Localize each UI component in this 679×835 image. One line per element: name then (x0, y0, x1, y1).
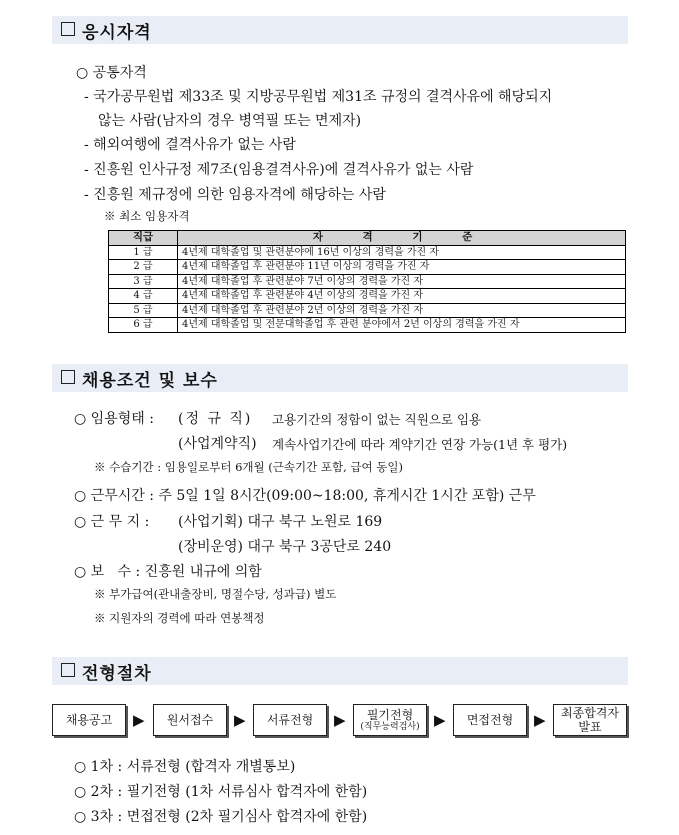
qualification-item: - 국가공무원법 제33조 및 지방공무원법 제31조 규정의 결격사유에 해당되지 (84, 89, 553, 105)
section-header-qualification (52, 16, 628, 44)
table-header-criteria: 자 격 기 준 (178, 231, 626, 246)
grade-qualification-table (108, 230, 626, 333)
arrow-right-icon: ▶ (234, 711, 246, 729)
salary-note: ※ 지원자의 경력에 따라 연봉책정 (94, 611, 265, 625)
qualification-item-cont: 않는 사람(남자의 경우 병역필 또는 면제자) (98, 113, 362, 129)
grade-cell: 3 급 (109, 274, 178, 289)
stage-item: ○ 2차 : 필기전형 (1차 서류심사 합격자에 한함) (74, 784, 368, 800)
criteria-cell: 4년제 대학졸업 후 관련분야 11년 이상의 경력을 가진 자 (178, 260, 626, 275)
flow-step-written (353, 704, 427, 736)
stage-item: ○ 3차 : 면접전형 (2차 필기심사 합격자에 한함) (74, 809, 368, 825)
flow-step-label: 최종합격자 (561, 706, 619, 720)
flow-step-label: 필기전형 (366, 707, 414, 722)
table-row (109, 289, 626, 304)
flow-step-announcement (52, 704, 126, 736)
workplace-label: ○ 근 무 지 : (74, 514, 150, 530)
regular-label: (정 규 직) (178, 411, 253, 427)
arrow-right-icon: ▶ (133, 711, 145, 729)
flow-step-label: 면접전형 (466, 713, 514, 727)
section-title: 응시자격 (82, 23, 152, 43)
table-row (109, 274, 626, 289)
arrow-right-icon: ▶ (534, 711, 546, 729)
work-hours: ○ 근무시간 : 주 5일 1일 8시간(09:00~18:00, 휴게시간 1시간 포함) 근무 (74, 488, 536, 504)
section-header-process (52, 657, 628, 685)
flow-step-document (253, 704, 327, 736)
table-row (109, 318, 626, 333)
criteria-cell: 4년제 대학졸업 및 전문대학졸업 후 관련 분야에서 2년 이상의 경력을 가진 자 (178, 318, 626, 333)
qualification-item: - 해외여행에 결격사유가 없는 사람 (84, 137, 296, 153)
table-header-row (109, 231, 626, 246)
criteria-cell: 4년제 대학졸업 후 관련분야 7년 이상의 경력을 가진 자 (178, 274, 626, 289)
salary: ○ 보 수 : 진흥원 내규에 의함 (74, 564, 262, 580)
flow-step-sublabel: (직무능력검사) (360, 721, 420, 732)
qualification-item: - 진흥원 인사규정 제7조(임용결격사유)에 결격사유가 없는 사람 (84, 162, 474, 178)
flow-step-label: 서류전형 (266, 713, 314, 727)
table-row (109, 260, 626, 275)
common-heading: ○ 공통자격 (76, 65, 147, 81)
section-title: 전형절차 (82, 664, 152, 684)
grade-cell: 5 급 (109, 303, 178, 318)
grade-cell: 4 급 (109, 289, 178, 304)
qualification-item: - 진흥원 제규정에 의한 임용자격에 해당하는 사람 (84, 187, 386, 203)
grade-cell: 1 급 (109, 245, 178, 260)
arrow-right-icon: ▶ (434, 711, 446, 729)
contract-desc: 계속사업기간에 따라 계약기간 연장 가능(1년 후 평가) (272, 437, 568, 452)
flow-step-final (553, 704, 627, 736)
contract-label: (사업계약직) (178, 436, 257, 452)
checkbox-square-icon (61, 22, 75, 36)
criteria-cell: 4년제 대학졸업 후 관련분야 4년 이상의 경력을 가진 자 (178, 289, 626, 304)
grade-cell: 2 급 (109, 260, 178, 275)
stage-item: ○ 1차 : 서류전형 (합격자 개별통보) (74, 759, 296, 775)
flow-step-label: 채용공고 (65, 713, 113, 727)
checkbox-square-icon (61, 663, 75, 677)
section-title: 채용조건 및 보수 (82, 371, 218, 391)
criteria-cell: 4년제 대학졸업 및 관련분야에 16년 이상의 경력을 가진 자 (178, 245, 626, 260)
salary-note: ※ 부가급여(관내출장비, 명절수당, 성과급) 별도 (94, 587, 337, 601)
workplace-1: (사업기획) 대구 북구 노원로 169 (178, 514, 383, 530)
employment-type-label: ○ 임용형태 : (74, 411, 154, 427)
section-header-conditions (52, 364, 628, 392)
min-qualification-note: ※ 최소 임용자격 (104, 209, 190, 223)
flow-step-label: 원서접수 (166, 713, 214, 727)
table-row (109, 303, 626, 318)
flow-step-sublabel: 발표 (578, 720, 602, 734)
arrow-right-icon: ▶ (334, 711, 346, 729)
criteria-cell: 4년제 대학졸업 후 관련분야 2년 이상의 경력을 가진 자 (178, 303, 626, 318)
table-row (109, 245, 626, 260)
workplace-2: (장비운영) 대구 북구 3공단로 240 (178, 539, 392, 555)
regular-desc: 고용기간의 정함이 없는 직원으로 임용 (272, 412, 482, 427)
grade-cell: 6 급 (109, 318, 178, 333)
table-header-grade: 직급 (109, 231, 178, 246)
flow-step-interview (453, 704, 527, 736)
checkbox-square-icon (61, 370, 75, 384)
flow-step-application (153, 704, 227, 736)
probation-note: ※ 수습기간 : 임용일로부터 6개월 (근속기간 포함, 급여 동일) (94, 460, 403, 474)
